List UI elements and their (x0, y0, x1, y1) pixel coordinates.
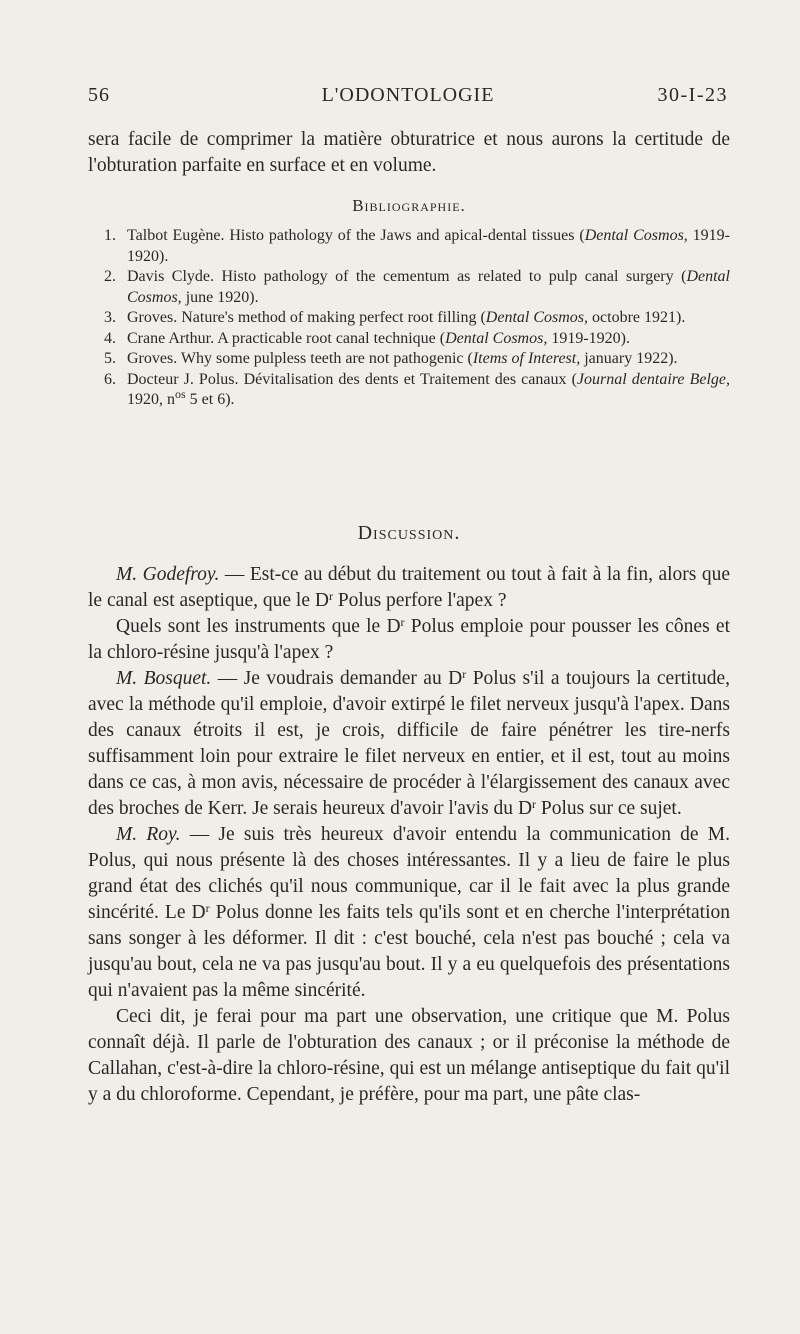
bibliography-item-date: january 1922). (580, 350, 678, 367)
bibliography-item-number: 4. (104, 329, 116, 347)
page-header (88, 84, 728, 114)
bibliography-item-journal: Dental Cosmos, (584, 227, 688, 244)
bibliography-item (104, 267, 730, 308)
intro-text: sera facile de comprimer la matière obturatrice et nous aurons la certitude de l'obturation parfaite en surface et en volume. (88, 129, 730, 176)
bibliography-item (104, 308, 730, 329)
bibliography-item-date: june 1920). (181, 288, 259, 306)
bibliography-item-number: 5. (104, 350, 116, 367)
discussion-paragraph (88, 822, 730, 1004)
discussion-heading: Discussion. (357, 522, 461, 544)
bibliography-item-journal: Dental Cosmos, (445, 329, 548, 347)
discussion-text: — Je voudrais demander au $D^r$ Polus s'il a toujours la certitude, avec la méthode qu'il emploie, d'avoir extirpé le filet nerveux jusqu'à l'apex. Dans des canaux étroits il est, je crois, difficile de faire pénétrer les tire-nerfs suffisamment loin pour extraire le filet nerveux en entier, et il est, tout au moins dans ce cas, à mon avis, nécessaire de procéder à l'élargissement des canaux avec des broches de Kerr. Je serais heureux d'avoir l'avis du $D^r$ Polus sur ce sujet. (88, 667, 730, 819)
running-head-initial: L'O (321, 84, 355, 106)
bibliography-item (104, 349, 730, 370)
discussion-paragraph (88, 614, 730, 666)
bibliography-item (104, 370, 730, 411)
running-head-rest: DONTOLOGIE (354, 84, 495, 106)
discussion-paragraph (88, 1004, 730, 1108)
discussion-text: Quels sont les instruments que le $D^r$ Polus emploie pour pousser les cônes et la chloro-résine jusqu'à l'apex ? (88, 615, 730, 663)
speaker-name: M. Godefroy. (116, 564, 220, 585)
bibliography-item-date: 1920, $n^{os}$ 5 et 6). (127, 387, 235, 408)
bibliography-item-number: 6. (104, 370, 116, 388)
discussion-paragraph (88, 562, 730, 614)
bibliography-list (104, 226, 730, 411)
bibliography-heading: Bibliographie. (352, 196, 466, 215)
bibliography-item-text: Davis Clyde. Histo pathology of the cementum as related to pulp canal surgery ( (127, 268, 687, 285)
bibliography-item-number: 1. (104, 227, 116, 244)
bibliography-item (104, 226, 730, 267)
bibliography-item-text: Groves. Nature's method of making perfect root filling ( (127, 309, 486, 326)
running-head (88, 84, 728, 107)
bibliography-item-journal: Items of Interest, (472, 350, 581, 367)
bibliography-item (104, 329, 730, 350)
bibliography-item-date: 1919-1920). (547, 329, 630, 347)
bibliography-item-text: Groves. Why some pulpless teeth are not pathogenic ( (127, 350, 473, 367)
bibliography-item-journal: Dental Cosmos, (127, 268, 730, 306)
bibliography-item-text: Talbot Eugène. Histo pathology of the Jaws and apical-dental tissues ( (127, 227, 585, 244)
bibliography-item-number: 2. (104, 268, 116, 285)
discussion-body (88, 562, 730, 1108)
bibliography-item-journal: Journal dentaire Belge, (576, 370, 731, 388)
speaker-name: M. Bosquet. (116, 668, 212, 689)
bibliography-item-journal: Dental Cosmos, (485, 309, 589, 326)
bibliography-item-date: octobre 1921). (588, 309, 686, 326)
discussion-text: Ceci dit, je ferai pour ma part une observation, une critique que M. Polus connaît déjà. Il parle de l'obturation des canaux ; or il préconise la méthode de Callahan, c'est-à-dire la chloro-résine, qui est un mélange antiseptique du fait qu'il y a du chloroforme. Cependant, je préfère, pour ma part, une pâte clas- (88, 1006, 730, 1105)
discussion-text: — Je suis très heureux d'avoir entendu la communication de M. Polus, qui nous présente là des choses intéressantes. Il y a lieu de faire le plus grand état des clichés qu'il nous communique, car il le fait avec la plus grande sincérité. Le $D^r$ Polus donne les faits tels qu'ils sont et en cherche l'interprétation sans songer à les déformer. Il dit : c'est bouché, cela n'est pas bouché ; cela va jusqu'au bout, cela ne va pas jusqu'au bout. Il y a eu quelquefois des présentations qui n'avaient pas la même sincérité. (88, 824, 731, 1001)
discussion-paragraph (88, 666, 730, 822)
intro-paragraph (88, 127, 730, 179)
bibliography-item-text: Docteur J. Polus. Dévitalisation des dents et Traitement des canaux ( (127, 370, 577, 388)
bibliography-item-date: 1919-1920). (127, 227, 731, 265)
bibliography-item-text: Crane Arthur. A practicable root canal technique ( (127, 329, 446, 347)
issue-date: 30-I-23 (657, 84, 728, 106)
bibliography-item-number: 3. (104, 309, 116, 326)
discussion-text: — Est-ce au début du traitement ou tout à fait à la fin, alors que le canal est aseptique, que le $D^r$ Polus perfore l'apex ? (88, 564, 731, 611)
page-number: 56 (88, 84, 110, 106)
speaker-name: M. Roy. (116, 824, 181, 845)
